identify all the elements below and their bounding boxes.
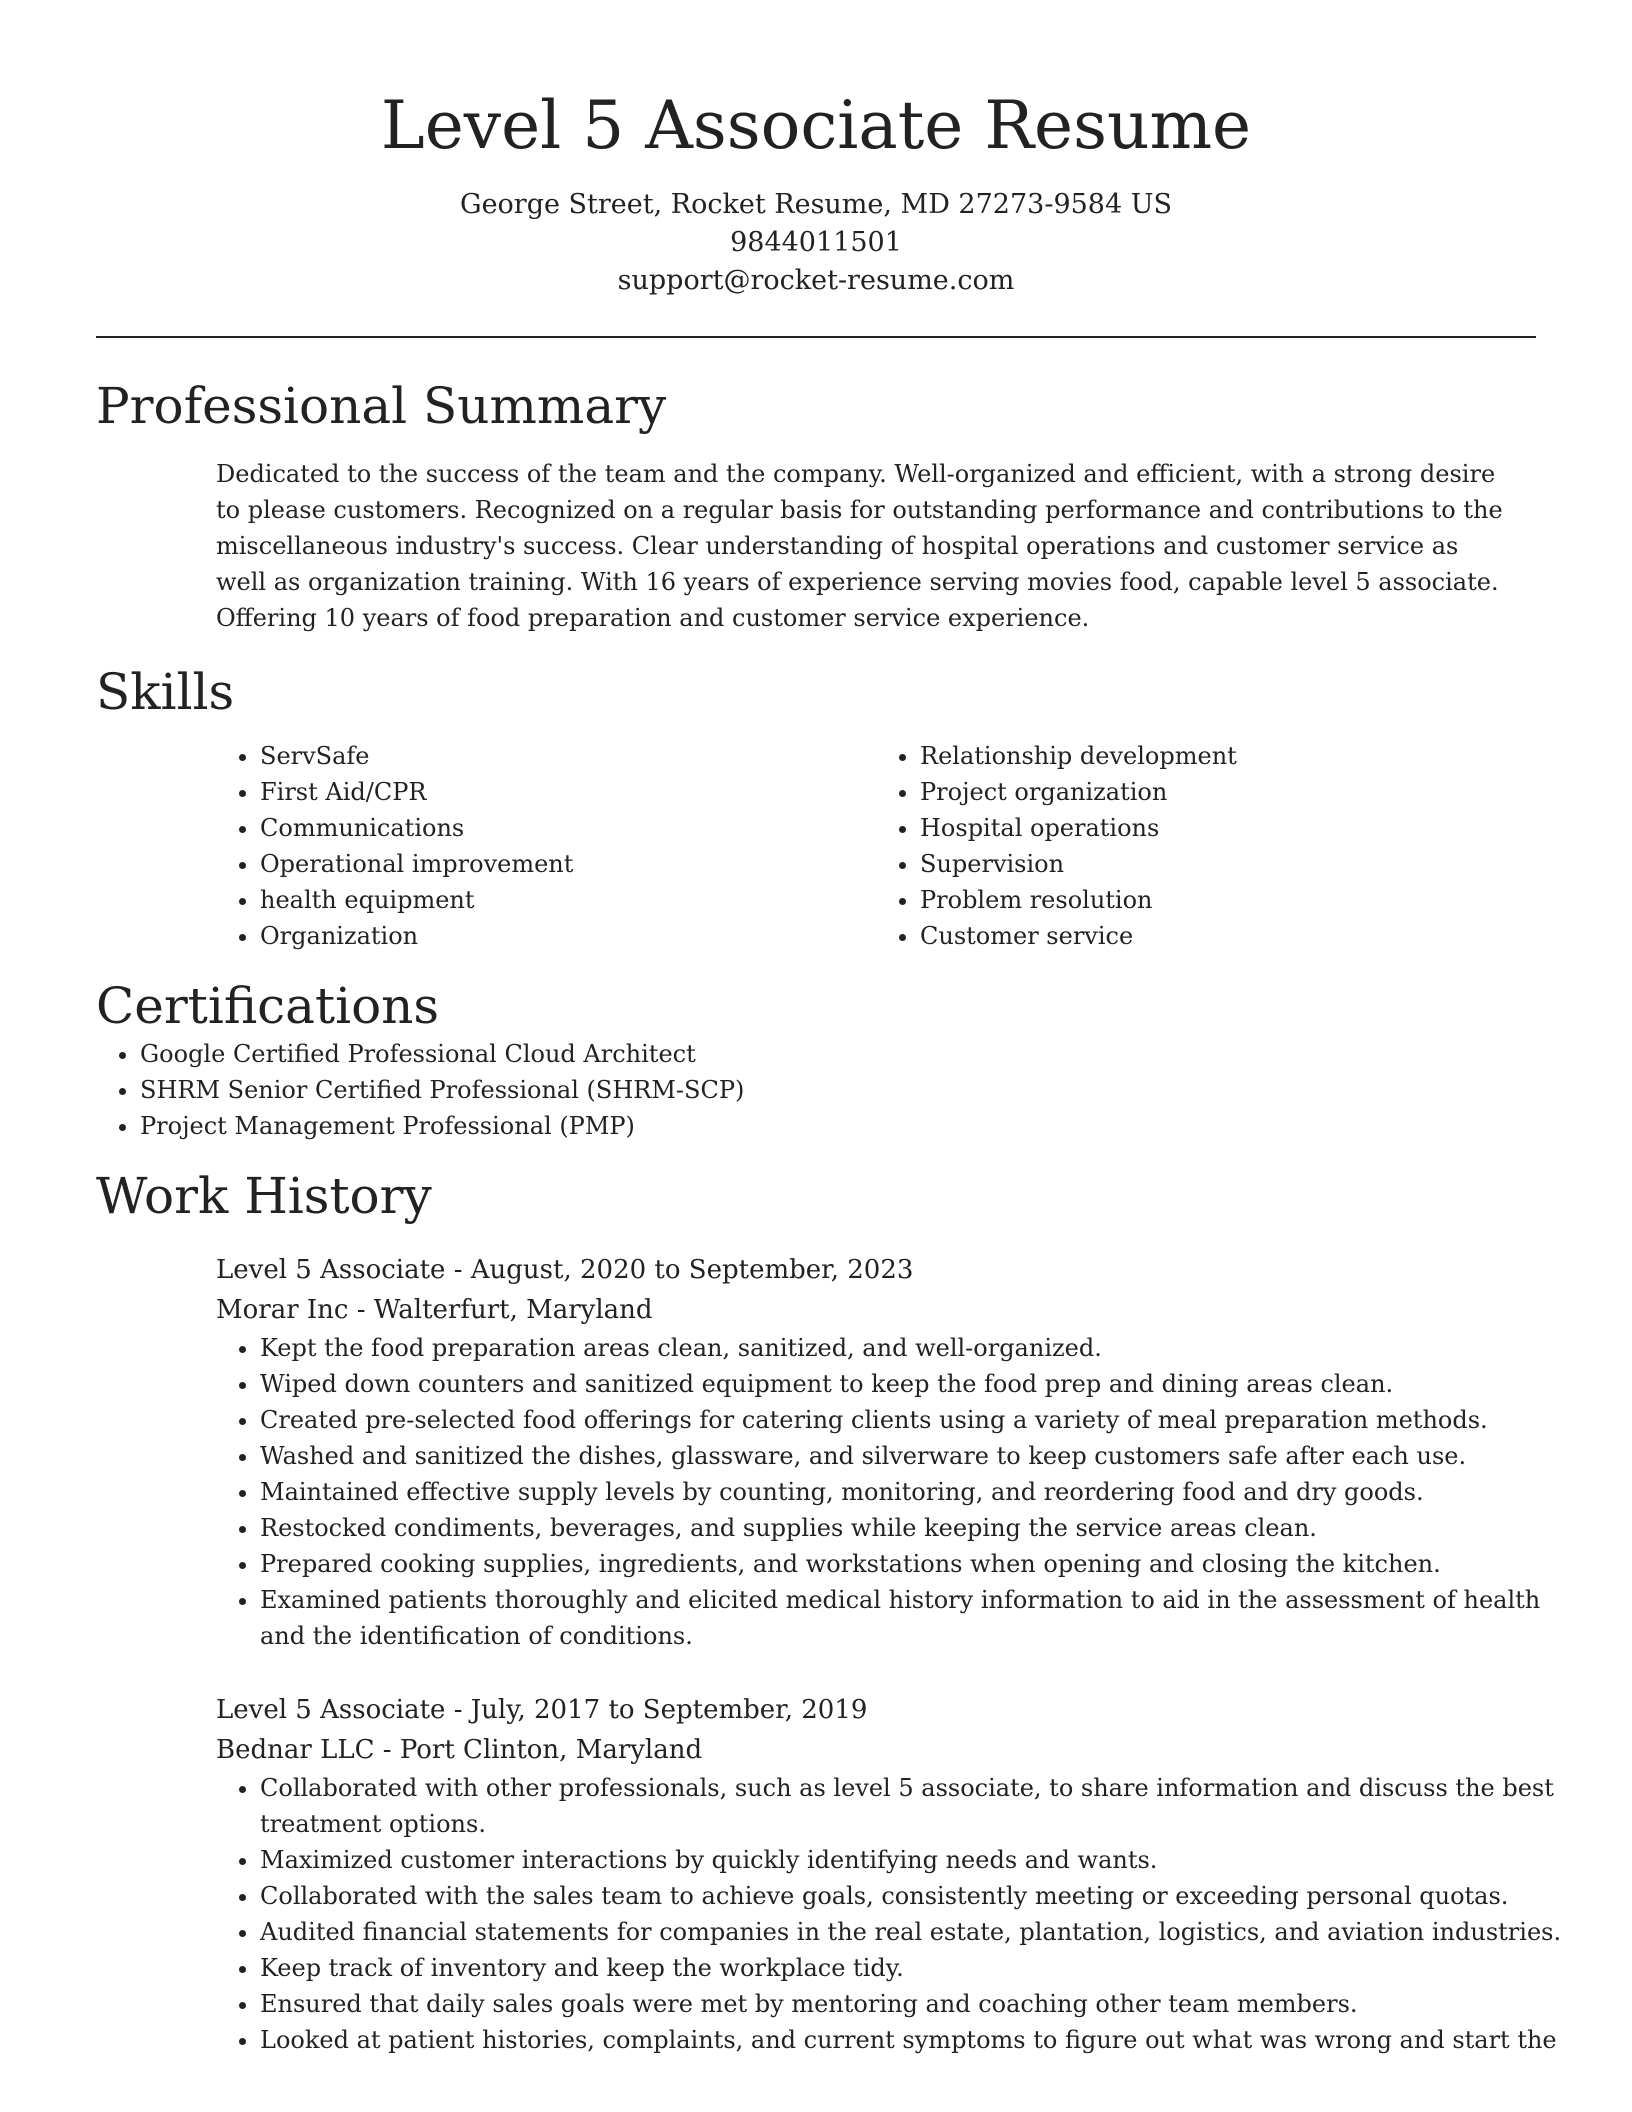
skill-item: • Communications (260, 810, 876, 846)
job-duty-item: • Looked at patient histories, complaints, and current symptoms to figure out what was wrong and start the (260, 2022, 1580, 2058)
summary-heading: Professional Summary (96, 377, 667, 435)
job-company-line: Bednar LLC - Port Clinton, Maryland (216, 1735, 703, 1765)
skill-item: • Customer service (920, 918, 1536, 954)
skill-item: • First Aid/CPR (260, 774, 876, 810)
skill-item: • Problem resolution (920, 882, 1536, 918)
job-duty-item: • Prepared cooking supplies, ingredients, and workstations when opening and closing the kitchen. (260, 1546, 1580, 1582)
job-duty-item: • Maintained effective supply levels by counting, monitoring, and reordering food and dry goods. (260, 1474, 1580, 1510)
certification-item: • Project Management Professional (PMP) (140, 1108, 1536, 1144)
job-duty-item: • Wiped down counters and sanitized equipment to keep the food prep and dining areas clean. (260, 1366, 1580, 1402)
header-divider (96, 336, 1536, 338)
resume-title: Level 5 Associate Resume (380, 87, 1252, 164)
job-duties-list (216, 1770, 1580, 2058)
skill-item: • ServSafe (260, 738, 876, 774)
job-title-line: Level 5 Associate - August, 2020 to September, 2023 (216, 1255, 914, 1285)
skills-heading: Skills (96, 663, 235, 721)
skill-item: • Project organization (920, 774, 1536, 810)
skill-item: • health equipment (260, 882, 876, 918)
job-duty-item: • Audited financial statements for companies in the real estate, plantation, logistics, and aviation industries. (260, 1914, 1580, 1950)
skills-left-column (216, 738, 876, 954)
resume-page (96, 0, 1562, 2058)
job-entry (216, 1690, 1562, 2058)
job-duty-item: • Collaborated with the sales team to achieve goals, consistently meeting or exceeding personal quotas. (260, 1878, 1580, 1914)
job-company-line: Morar Inc - Walterfurt, Maryland (216, 1295, 653, 1325)
job-duty-item: • Kept the food preparation areas clean, sanitized, and well-organized. (260, 1330, 1580, 1366)
job-duty-item: • Examined patients thoroughly and elicited medical history information to aid in the assessment of health and the identification of conditions. (260, 1582, 1580, 1654)
skill-item: • Operational improvement (260, 846, 876, 882)
skill-item: • Hospital operations (920, 810, 1536, 846)
job-title-line: Level 5 Associate - July, 2017 to September, 2019 (216, 1695, 868, 1725)
certifications-heading: Certifications (96, 977, 440, 1035)
certification-item: • Google Certified Professional Cloud Architect (140, 1036, 1536, 1072)
email-line: support@rocket-resume.com (617, 265, 1015, 296)
job-duty-item: • Restocked condiments, beverages, and supplies while keeping the service areas clean. (260, 1510, 1580, 1546)
address-line: George Street, Rocket Resume, MD 27273-9584 US (460, 189, 1172, 220)
job-entry (216, 1250, 1541, 1654)
job-duty-item: • Ensured that daily sales goals were met by mentoring and coaching other team members. (260, 1986, 1580, 2022)
skill-item: • Organization (260, 918, 876, 954)
job-duty-item: • Keep track of inventory and keep the workplace tidy. (260, 1950, 1580, 1986)
phone-line: 9844011501 (730, 227, 902, 258)
contact-info (96, 186, 1536, 300)
certifications-list (96, 1036, 1536, 1144)
summary-text: Dedicated to the success of the team and the company. Well-organized and efficient, with a strong desire to please customers. Recognized on a regular basis for outstanding performance and contributions to the miscellaneous industry's success. Clear understanding of hospital operations and customer service as well as organization training. With 16 years of experience serving movies food, capable level 5 associate. Offering 10 years of food preparation and customer service experience. (216, 460, 1503, 632)
job-duties-list (216, 1330, 1580, 1654)
skills-grid (216, 738, 1536, 954)
work-history-heading: Work History (96, 1167, 432, 1225)
skills-right-column (876, 738, 1536, 954)
job-duty-item: • Washed and sanitized the dishes, glassware, and silverware to keep customers safe after each use. (260, 1438, 1580, 1474)
certification-item: • SHRM Senior Certified Professional (SHRM-SCP) (140, 1072, 1536, 1108)
skill-item: • Supervision (920, 846, 1536, 882)
job-duty-item: • Created pre-selected food offerings for catering clients using a variety of meal preparation methods. (260, 1402, 1580, 1438)
job-duty-item: • Maximized customer interactions by quickly identifying needs and wants. (260, 1842, 1580, 1878)
skill-item: • Relationship development (920, 738, 1536, 774)
job-duty-item: • Collaborated with other professionals, such as level 5 associate, to share information and discuss the best treatment options. (260, 1770, 1580, 1842)
